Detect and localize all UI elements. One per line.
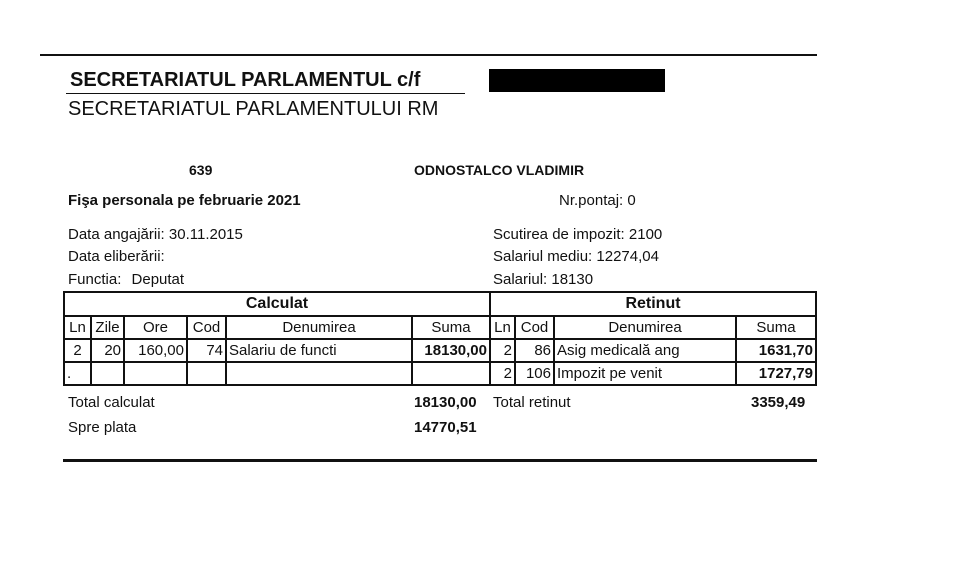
col-r-ln: Ln [490,316,515,339]
table-row [64,362,816,385]
spre-plata-value: 14770,51 [414,419,477,436]
table-column-header [64,316,816,339]
cell-r-cod: 106 [515,362,554,385]
org-full-name: SECRETARIATUL PARLAMENTULUI RM [68,98,439,120]
cell-ln: . [64,362,91,385]
col-r-suma: Suma [736,316,816,339]
top-rule [40,54,817,56]
retinut-header: Retinut [490,292,816,316]
table-section-header [64,292,816,316]
cell-suma [412,362,490,385]
col-ore: Ore [124,316,187,339]
total-calculat-label: Total calculat [68,394,155,411]
col-r-denumirea: Denumirea [554,316,736,339]
calculat-header: Calculat [64,292,490,316]
cell-r-cod: 86 [515,339,554,362]
bottom-rule [63,459,817,462]
cell-suma: 18130,00 [412,339,490,362]
tax-exemption: Scutirea de impozit: 2100 [493,226,663,243]
col-cod: Cod [187,316,226,339]
total-retinut-value: 3359,49 [751,394,806,411]
col-r-cod: Cod [515,316,554,339]
col-denumirea: Denumirea [226,316,412,339]
cell-ore [124,362,187,385]
payroll-table [63,291,817,386]
col-ln: Ln [64,316,91,339]
cell-cod: 74 [187,339,226,362]
total-calculat-value: 18130,00 [414,394,477,411]
cell-ore: 160,00 [124,339,187,362]
cell-ln: 2 [64,339,91,362]
release-date: Data eliberării: [68,248,165,265]
function-value: Deputat [131,271,185,288]
cell-r-suma: 1631,70 [736,339,816,362]
table-row [64,339,816,362]
col-suma: Suma [412,316,490,339]
average-salary: Salariul mediu: 12274,04 [493,248,659,265]
redaction-box [489,69,665,92]
employee-id: 639 [189,162,213,178]
cell-zile [91,362,124,385]
pontaj-number: Nr.pontaj: 0 [559,192,636,209]
spre-plata-label: Spre plata [68,419,137,436]
cell-r-denumirea: Asig medicală ang [554,339,736,362]
salary: Salariul: 18130 [493,271,594,288]
cell-cod [187,362,226,385]
org-short-name: SECRETARIATUL PARLAMENTUL c/f [70,69,421,91]
function-label: Functia: [68,271,122,288]
cell-r-suma: 1727,79 [736,362,816,385]
cell-r-denumirea: Impozit pe venit [554,362,736,385]
header-underline [66,93,465,94]
hire-date: Data angajării: 30.11.2015 [68,226,243,243]
cell-zile: 20 [91,339,124,362]
total-retinut-label: Total retinut [493,394,571,411]
cell-denumirea [226,362,412,385]
function-row [68,271,184,288]
cell-r-ln: 2 [490,339,515,362]
col-zile: Zile [91,316,124,339]
slip-title: Fişa personala pe februarie 2021 [68,192,301,209]
employee-name: ODNOSTALCO VLADIMIR [414,162,585,178]
cell-r-ln: 2 [490,362,515,385]
cell-denumirea: Salariu de functi [226,339,412,362]
